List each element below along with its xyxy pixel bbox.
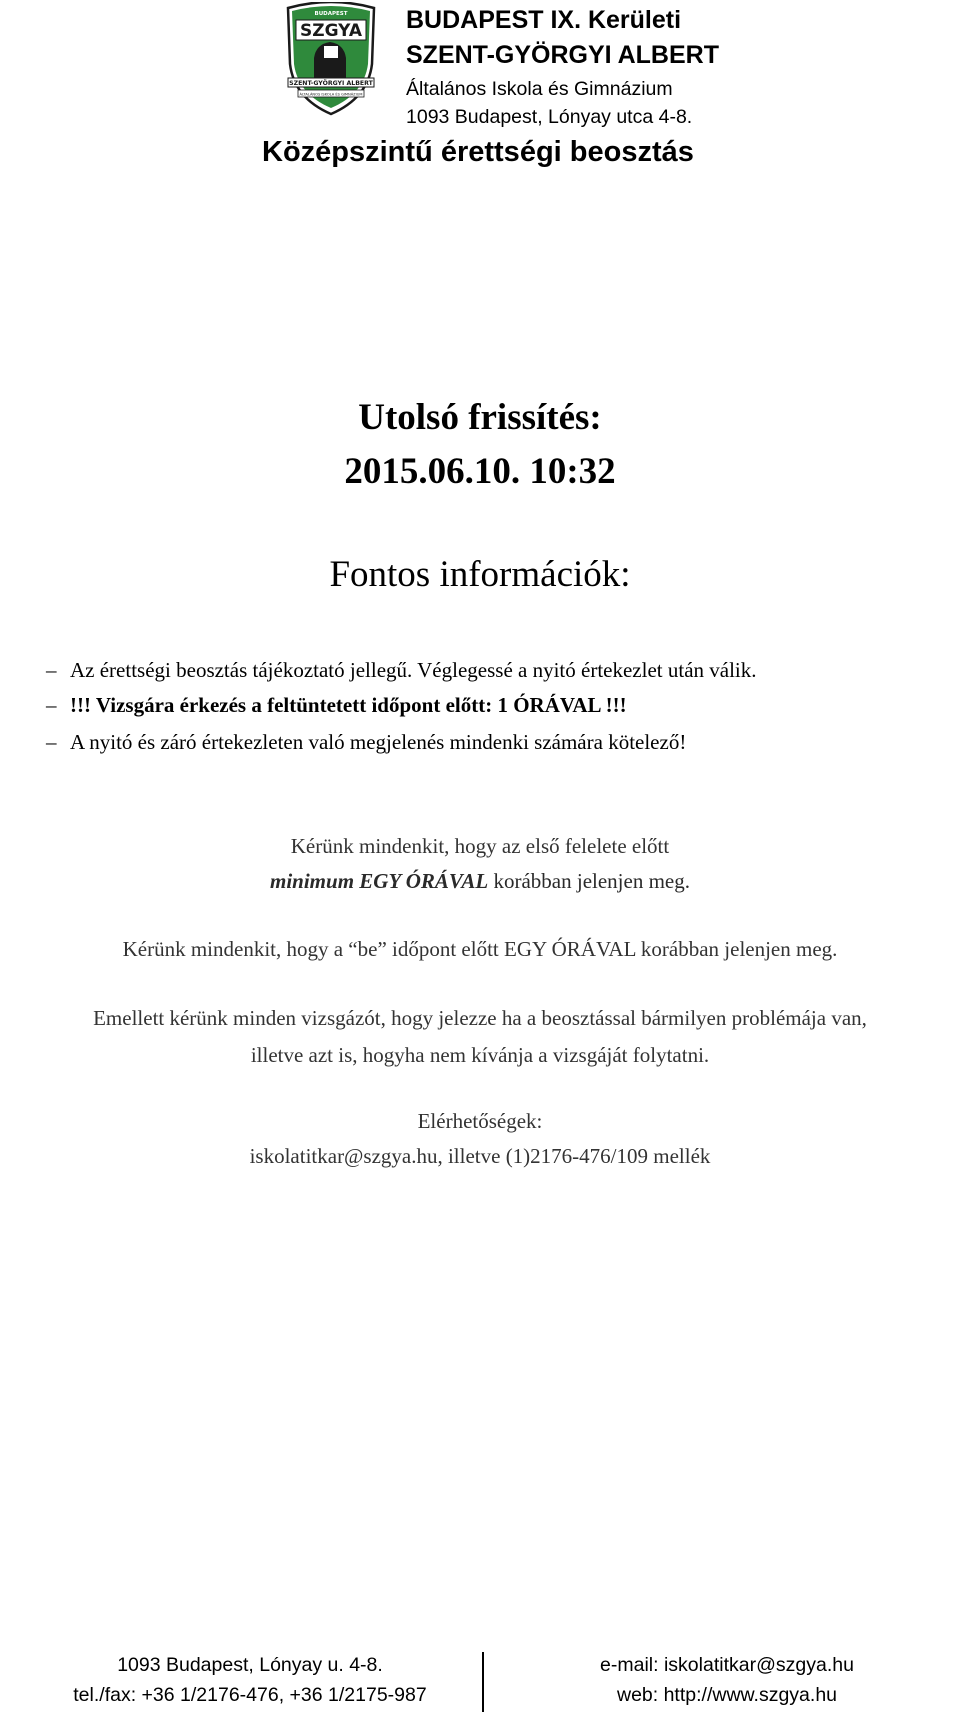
important-info-heading: Fontos információk: <box>329 554 631 595</box>
request-paragraph-line <box>0 869 960 894</box>
logo-banner-text: SZENT-GYÖRGYI ALBERT <box>289 80 373 87</box>
contacts-label: Elérhetőségek: <box>417 1109 543 1133</box>
emphasis-text: minimum EGY ÓRÁVAL <box>270 869 489 893</box>
logo-top-text: BUDAPEST <box>314 11 348 17</box>
school-name: SZENT-GYÖRGYI ALBERT <box>406 41 719 69</box>
document-title: Középszintű érettségi beosztás <box>262 136 694 168</box>
info-item-text: A nyitó és záró értekezleten való megjelenés mindenki számára kötelező! <box>70 730 687 754</box>
dash-bullet: – <box>46 658 57 682</box>
school-type: Általános Iskola és Gimnázium <box>406 78 673 100</box>
footer-address: 1093 Budapest, Lónyay u. 4-8. <box>117 1654 383 1676</box>
notice-paragraph-line: Emellett kérünk minden vizsgázót, hogy jelezze ha a beosztással bármilyen problémája van, <box>93 1006 867 1030</box>
logo-letters: SZGYA <box>300 21 362 41</box>
request-paragraph-line: Kérünk mindenkit, hogy az első felelete előtt <box>290 834 670 858</box>
arrival-paragraph: Kérünk mindenkit, hogy a “be” időpont előtt EGY ÓRÁVAL korábban jelenjen meg. <box>122 937 838 961</box>
school-logo <box>284 2 378 120</box>
contacts-details: iskolatitkar@szgya.hu, illetve (1)2176-476/109 mellék <box>249 1144 711 1168</box>
paragraph-text: korábban jelenjen meg. <box>488 869 690 893</box>
school-address: 1093 Budapest, Lónyay utca 4-8. <box>406 106 693 128</box>
footer-web[interactable]: web: http://www.szgya.hu <box>616 1684 838 1706</box>
last-update-label: Utolsó frissítés: <box>358 397 602 438</box>
footer-email[interactable]: e-mail: iskolatitkar@szgya.hu <box>600 1654 854 1676</box>
last-update-datetime: 2015.06.10. 10:32 <box>344 451 616 492</box>
notice-paragraph-line: illetve azt is, hogyha nem kívánja a vizsgáját folytatni. <box>250 1043 710 1067</box>
footer-divider <box>482 1652 484 1712</box>
school-district: BUDAPEST IX. Kerületi <box>406 6 682 34</box>
info-item-text: Az érettségi beosztás tájékoztató jellegű. Véglegessé a nyitó értekezlet után válik. <box>70 658 757 682</box>
footer-phone: tel./fax: +36 1/2176-476, +36 1/2175-987 <box>73 1684 427 1706</box>
dash-bullet: – <box>46 693 57 717</box>
dash-bullet: – <box>46 730 57 754</box>
logo-bottom-text: ÁLTALÁNOS ISKOLA ÉS GIMNÁZIUM <box>299 92 363 97</box>
info-item-text: !!! Vizsgára érkezés a feltüntetett időpont előtt: 1 ÓRÁVAL !!! <box>70 693 627 717</box>
